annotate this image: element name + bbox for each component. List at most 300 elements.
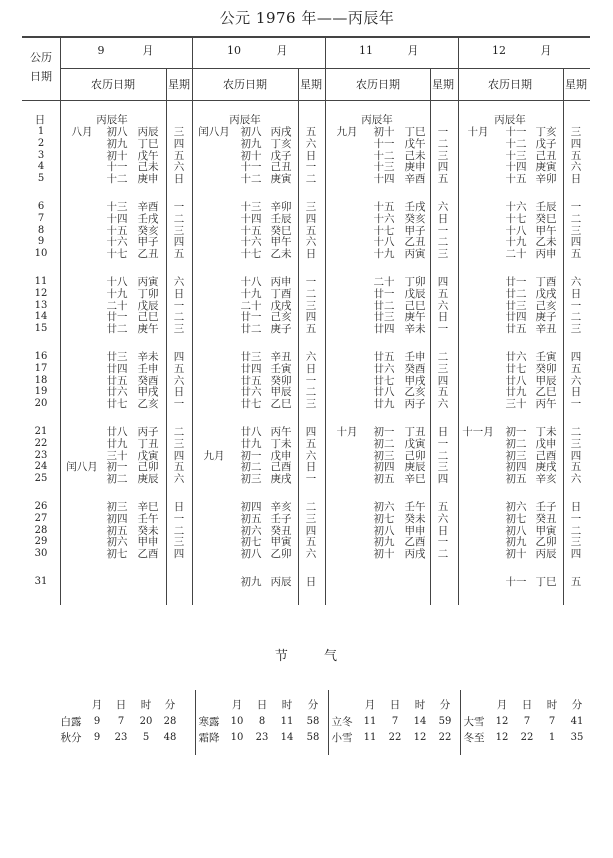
- ganzhi: 乙卯: [270, 548, 292, 561]
- ganzhi: 庚子: [535, 311, 557, 324]
- ganzhi: 壬戌: [404, 201, 426, 213]
- lunar-day: 廿二: [106, 323, 128, 336]
- ganzhi: 戊寅: [404, 437, 426, 450]
- gregorian-day: 2: [37, 137, 45, 149]
- lunar-day: 廿六: [240, 386, 262, 399]
- solar-term-name: 秋分: [60, 732, 82, 744]
- solar-term-month: 11: [363, 732, 377, 743]
- ganzhi: 己未: [404, 149, 426, 162]
- gregorian-day: 31: [34, 576, 48, 587]
- ganzhi: 癸巳: [535, 212, 557, 225]
- lunar-date-header: 农历日期: [223, 78, 267, 91]
- gregorian-day: 3: [37, 149, 45, 161]
- weekday: 日: [173, 173, 185, 186]
- ganzhi: 己酉: [270, 461, 292, 474]
- lunar-day: 十五: [373, 201, 395, 213]
- weekday: 五: [570, 362, 582, 375]
- ganzhi: 癸未: [137, 524, 159, 537]
- column-divider: [325, 36, 326, 605]
- ganzhi: 戊子: [270, 149, 292, 162]
- lunar-day: 十三: [505, 149, 527, 162]
- lunar-day: 十一: [505, 576, 527, 588]
- ganzhi: 丙戌: [404, 548, 426, 561]
- ganzhi: 己未: [137, 161, 159, 174]
- weekday: 四: [437, 161, 449, 174]
- weekday: 日: [173, 287, 185, 300]
- weekday: 五: [173, 248, 185, 261]
- ganzhi: 戊午: [404, 137, 426, 150]
- ganzhi: 乙亥: [137, 398, 159, 411]
- ganzhi: 辛未: [137, 351, 159, 363]
- gregorian-day: 10: [34, 248, 48, 260]
- ganzhi: 壬寅: [535, 351, 557, 363]
- column-divider: [563, 68, 564, 605]
- lunar-day: 初八: [373, 524, 395, 537]
- lunar-day: 三十: [505, 398, 527, 411]
- weekday: 四: [570, 449, 582, 462]
- weekday: 五: [570, 149, 582, 162]
- ganzhi: 丁未: [535, 426, 557, 438]
- lunar-day: 十四: [106, 212, 128, 225]
- ganzhi: 乙巳: [535, 386, 557, 399]
- ganzhi: 丁酉: [535, 276, 557, 288]
- lunar-date-header: 农历日期: [356, 78, 400, 91]
- weekday: 日: [305, 461, 317, 474]
- weekday: 日: [305, 149, 317, 162]
- weekday-header: 星期: [168, 78, 190, 91]
- month-heading-unit: 月: [407, 44, 419, 57]
- lunar-day: 十八: [240, 276, 262, 288]
- ganzhi: 己巳: [137, 311, 159, 324]
- column-divider: [430, 68, 431, 605]
- lunar-day: 廿七: [373, 374, 395, 387]
- lunar-day: 廿一: [505, 276, 527, 288]
- lunar-day: 十九: [240, 287, 262, 300]
- column-divider: [192, 36, 193, 605]
- ganzhi: 甲辰: [535, 374, 557, 387]
- ganzhi: 丙午: [535, 398, 557, 411]
- lunar-day: 十六: [373, 212, 395, 225]
- weekday: 四: [173, 137, 185, 150]
- lunar-day: 初四: [240, 501, 262, 513]
- weekday: 二: [570, 311, 582, 324]
- weekday: 二: [305, 173, 317, 186]
- weekday: 一: [570, 201, 582, 213]
- ganzhi: 丙寅: [137, 276, 159, 288]
- ganzhi: 丁丑: [404, 426, 426, 438]
- weekday: 三: [305, 398, 317, 411]
- weekday: 四: [173, 548, 185, 561]
- ganzhi: 壬子: [535, 501, 557, 513]
- lunar-day: 十七: [505, 212, 527, 225]
- lunar-day: 初九: [240, 576, 262, 588]
- weekday: 一: [305, 276, 317, 288]
- ganzhi: 乙丑: [137, 248, 159, 261]
- ganzhi: 壬辰: [535, 201, 557, 213]
- lunar-day: 十七: [240, 248, 262, 261]
- lunar-day: 十二: [505, 137, 527, 150]
- lunar-day: 初十: [373, 548, 395, 561]
- ganzhi: 庚午: [404, 311, 426, 324]
- weekday: 五: [437, 386, 449, 399]
- lunar-day: 初三: [240, 473, 262, 486]
- lunar-day: 初十: [373, 126, 395, 138]
- lunar-day: 二十: [373, 276, 395, 288]
- ganzhi: 戊午: [137, 149, 159, 162]
- month-heading-unit: 月: [276, 44, 288, 57]
- ganzhi: 己亥: [535, 299, 557, 312]
- ganzhi: 壬午: [404, 501, 426, 513]
- weekday: 六: [570, 473, 582, 486]
- lunar-day: 初七: [505, 512, 527, 525]
- column-divider: [166, 68, 167, 605]
- solar-term-column-header: 分: [439, 699, 451, 711]
- solar-term-column-header: 时: [546, 699, 558, 711]
- ganzhi: 己丑: [270, 161, 292, 174]
- ganzhi: 壬申: [404, 351, 426, 363]
- lunar-day: 廿一: [240, 311, 262, 324]
- gregorian-day: 25: [34, 473, 48, 485]
- weekday: 二: [437, 449, 449, 462]
- ganzhi: 庚戌: [270, 473, 292, 486]
- solar-term-minute: 22: [438, 732, 452, 743]
- ganzhi: 壬午: [137, 512, 159, 525]
- lunar-day: 廿七: [106, 398, 128, 411]
- ganzhi: 癸亥: [404, 212, 426, 225]
- weekday: 三: [437, 149, 449, 162]
- weekday: 六: [173, 161, 185, 174]
- ganzhi: 丙申: [270, 276, 292, 288]
- lunar-day: 十三: [373, 161, 395, 174]
- lunar-day: 初六: [240, 524, 262, 537]
- ganzhi: 辛酉: [404, 173, 426, 186]
- weekday: 日: [305, 362, 317, 375]
- lunar-day: 二十: [505, 248, 527, 261]
- month-heading-unit: 月: [142, 44, 154, 57]
- gregorian-day: 7: [37, 212, 45, 224]
- lunar-day: 十五: [106, 224, 128, 237]
- solar-term-month: 9: [93, 716, 101, 727]
- solar-term-column-header: 日: [521, 699, 533, 711]
- ganzhi: 丁巳: [404, 126, 426, 138]
- lunar-day: 初二: [505, 437, 527, 450]
- gregorian-day: 18: [34, 374, 48, 386]
- solar-term-column-header: 日: [389, 699, 401, 711]
- lunar-day: 初七: [240, 536, 262, 549]
- lunar-day: 初十: [505, 548, 527, 561]
- gregorian-day: 11: [34, 276, 48, 287]
- lunar-day: 廿四: [106, 362, 128, 375]
- gregorian-day: 21: [34, 426, 48, 437]
- weekday: 三: [173, 126, 185, 138]
- lunar-day: 初六: [373, 501, 395, 513]
- lunar-day: 廿四: [505, 311, 527, 324]
- solar-term-hour: 5: [142, 732, 150, 743]
- lunar-day: 廿九: [505, 386, 527, 399]
- weekday: 一: [173, 299, 185, 312]
- weekday: 日: [570, 287, 582, 300]
- page-title: 公元 1976 年——丙辰年: [219, 9, 395, 27]
- weekday: 日: [570, 386, 582, 399]
- ganzhi: 辛丑: [535, 323, 557, 336]
- weekday-header: 星期: [300, 78, 322, 91]
- solar-term-day: 8: [258, 716, 266, 727]
- weekday: 二: [173, 212, 185, 225]
- lunar-day: 初四: [505, 461, 527, 474]
- weekday: 五: [570, 461, 582, 474]
- solar-term-month: 10: [230, 716, 244, 727]
- weekday: 四: [305, 426, 317, 438]
- weekday: 五: [305, 323, 317, 336]
- ganzhi: 戊子: [535, 137, 557, 150]
- lunar-month: 十月: [467, 126, 489, 138]
- lunar-day: 初一: [373, 426, 395, 438]
- lunar-day: 廿三: [373, 311, 395, 324]
- solar-term-hour: 7: [548, 716, 556, 727]
- ganzhi: 乙未: [270, 248, 292, 261]
- ganzhi: 甲戌: [404, 374, 426, 387]
- weekday-header: 星期: [565, 78, 587, 91]
- solar-term-minute: 28: [163, 716, 177, 727]
- ganzhi: 甲子: [404, 224, 426, 237]
- lunar-day: 初三: [505, 449, 527, 462]
- weekday: 五: [173, 149, 185, 162]
- lunar-day: 初二: [106, 473, 128, 486]
- lunar-day: 十七: [373, 224, 395, 237]
- weekday: 三: [570, 536, 582, 549]
- lunar-day: 十八: [106, 276, 128, 288]
- lunar-day: 十四: [240, 212, 262, 225]
- solar-terms-heading: 节 气: [274, 649, 338, 664]
- ganzhi: 己卯: [137, 461, 159, 474]
- weekday: 一: [173, 512, 185, 525]
- ganzhi: 丙寅: [404, 248, 426, 261]
- ganzhi: 丙辰: [535, 548, 557, 561]
- weekday: 二: [437, 351, 449, 363]
- gregorian-header: 公历: [30, 51, 52, 64]
- ganzhi: 丙戌: [270, 126, 292, 138]
- weekday: 六: [173, 473, 185, 486]
- solar-term-divider: [195, 690, 196, 755]
- ganzhi: 庚戌: [535, 461, 557, 474]
- weekday: 四: [437, 374, 449, 387]
- lunar-day: 初六: [106, 536, 128, 549]
- ganzhi: 辛巳: [404, 473, 426, 486]
- weekday: 六: [305, 449, 317, 462]
- ganzhi: 癸巳: [270, 224, 292, 237]
- gregorian-day: 16: [34, 351, 48, 362]
- weekday: 五: [437, 173, 449, 186]
- ganzhi: 己丑: [535, 149, 557, 162]
- lunar-day: 初五: [373, 473, 395, 486]
- solar-term-month: 12: [495, 716, 509, 727]
- weekday: 六: [570, 161, 582, 174]
- ganzhi: 丙子: [137, 426, 159, 438]
- lunar-day: 廿五: [505, 323, 527, 336]
- weekday: 一: [305, 374, 317, 387]
- solar-term-name: 冬至: [463, 732, 485, 744]
- lunar-day: 初一: [505, 426, 527, 438]
- weekday: 三: [437, 461, 449, 474]
- ganzhi: 甲戌: [137, 386, 159, 399]
- weekday: 六: [305, 236, 317, 249]
- lunar-day: 二十: [106, 299, 128, 312]
- lunar-day: 初十: [240, 149, 262, 162]
- lunar-day: 二十: [240, 299, 262, 312]
- gregorian-day: 29: [34, 536, 48, 548]
- gregorian-day: 19: [34, 386, 48, 398]
- solar-term-month: 11: [363, 716, 377, 727]
- lunar-day: 廿二: [240, 323, 262, 336]
- lunar-day: 廿九: [106, 437, 128, 450]
- month-heading-number: 10: [227, 44, 241, 57]
- lunar-day: 廿二: [505, 287, 527, 300]
- ganzhi: 戊申: [535, 437, 557, 450]
- weekday: 六: [437, 201, 449, 213]
- ganzhi: 癸未: [404, 512, 426, 525]
- date-header: 日期: [30, 70, 52, 83]
- weekday: 日: [437, 426, 449, 438]
- gregorian-day: 30: [34, 548, 48, 560]
- lunar-day: 廿九: [240, 437, 262, 450]
- weekday: 一: [173, 398, 185, 411]
- solar-term-column-header: 月: [231, 699, 243, 711]
- weekday: 一: [437, 126, 449, 138]
- weekday: 四: [173, 449, 185, 462]
- weekday: 日: [437, 311, 449, 324]
- lunar-day: 初四: [106, 512, 128, 525]
- month-heading-unit: 月: [540, 44, 552, 57]
- weekday: 一: [437, 323, 449, 336]
- ganzhi: 庚申: [404, 161, 426, 174]
- gregorian-day: 26: [34, 501, 48, 512]
- solar-term-hour: 14: [280, 732, 294, 743]
- solar-term-column-header: 月: [496, 699, 508, 711]
- gregorian-day: 5: [37, 173, 45, 185]
- weekday: 一: [305, 161, 317, 174]
- ganzhi: 乙亥: [404, 386, 426, 399]
- solar-term-day: 23: [255, 732, 269, 743]
- weekday: 日: [173, 386, 185, 399]
- ganzhi: 己卯: [404, 449, 426, 462]
- solar-term-column-header: 时: [281, 699, 293, 711]
- solar-term-column-header: 分: [571, 699, 583, 711]
- weekday: 六: [570, 374, 582, 387]
- weekday: 五: [305, 536, 317, 549]
- ganzhi: 戊辰: [404, 287, 426, 300]
- weekday: 六: [173, 276, 185, 288]
- lunar-day: 十二: [106, 173, 128, 186]
- weekday: 二: [437, 137, 449, 150]
- ganzhi: 癸卯: [270, 374, 292, 387]
- ganzhi: 辛未: [404, 323, 426, 336]
- ganzhi: 甲寅: [270, 536, 292, 549]
- solar-term-month: 12: [495, 732, 509, 743]
- ganzhi: 癸酉: [404, 362, 426, 375]
- weekday: 一: [437, 224, 449, 237]
- lunar-day: 十五: [240, 224, 262, 237]
- lunar-day: 十二: [373, 149, 395, 162]
- lunar-day: 初九: [240, 137, 262, 150]
- ganzhi: 丙申: [535, 248, 557, 261]
- weekday: 一: [437, 437, 449, 450]
- lunar-day: 初二: [373, 437, 395, 450]
- lunar-day: 廿五: [373, 351, 395, 363]
- lunar-date-header: 农历日期: [91, 78, 135, 91]
- lunar-day: 十一: [106, 161, 128, 174]
- ganzhi: 壬子: [270, 512, 292, 525]
- weekday: 三: [570, 224, 582, 237]
- solar-term-name: 白露: [60, 716, 82, 728]
- solar-term-hour: 12: [413, 732, 427, 743]
- weekday: 六: [570, 276, 582, 288]
- lunar-day: 十六: [106, 236, 128, 249]
- lunar-month: 闰八月: [198, 126, 230, 138]
- ganzhi: 庚寅: [535, 161, 557, 174]
- weekday: 三: [173, 437, 185, 450]
- lunar-day: 廿三: [505, 299, 527, 312]
- weekday: 二: [570, 212, 582, 225]
- lunar-day: 初四: [373, 461, 395, 474]
- lunar-day: 十三: [106, 201, 128, 213]
- solar-term-day: 22: [520, 732, 534, 743]
- lunar-day: 廿五: [240, 374, 262, 387]
- ganzhi: 庚申: [137, 173, 159, 186]
- year-label: 丙辰年: [361, 114, 393, 126]
- weekday: 三: [305, 299, 317, 312]
- ganzhi: 乙酉: [137, 548, 159, 561]
- weekday: 日: [570, 173, 582, 186]
- lunar-day: 初八: [240, 548, 262, 561]
- weekday: 五: [305, 437, 317, 450]
- weekday: 二: [570, 524, 582, 537]
- ganzhi: 庚寅: [270, 173, 292, 186]
- weekday: 五: [173, 461, 185, 474]
- weekday: 三: [173, 224, 185, 237]
- ganzhi: 乙未: [535, 236, 557, 249]
- weekday: 四: [173, 351, 185, 363]
- solar-term-day: 7: [391, 716, 399, 727]
- weekday: 日: [437, 212, 449, 225]
- ganzhi: 己亥: [270, 311, 292, 324]
- weekday: 五: [173, 362, 185, 375]
- ganzhi: 辛卯: [535, 173, 557, 186]
- ganzhi: 甲寅: [535, 524, 557, 537]
- table-top-rule: [22, 36, 590, 38]
- gregorian-day: 17: [34, 362, 48, 374]
- solar-term-month: 10: [230, 732, 244, 743]
- lunar-day: 廿六: [106, 386, 128, 399]
- weekday: 二: [305, 287, 317, 300]
- weekday: 一: [570, 512, 582, 525]
- solar-term-column-header: 月: [364, 699, 376, 711]
- ganzhi: 癸卯: [535, 362, 557, 375]
- ganzhi: 丙辰: [270, 576, 292, 588]
- weekday: 四: [437, 473, 449, 486]
- ganzhi: 丁卯: [137, 287, 159, 300]
- gregorian-day: 15: [34, 323, 48, 335]
- weekday: 五: [437, 287, 449, 300]
- weekday: 日: [437, 524, 449, 537]
- ganzhi: 辛丑: [270, 351, 292, 363]
- gregorian-day: 12: [34, 287, 48, 299]
- weekday: 四: [173, 236, 185, 249]
- weekday: 六: [437, 299, 449, 312]
- weekday: 二: [173, 524, 185, 537]
- lunar-day: 廿八: [106, 426, 128, 438]
- month-heading-number: 12: [492, 44, 506, 57]
- weekday: 五: [305, 126, 317, 138]
